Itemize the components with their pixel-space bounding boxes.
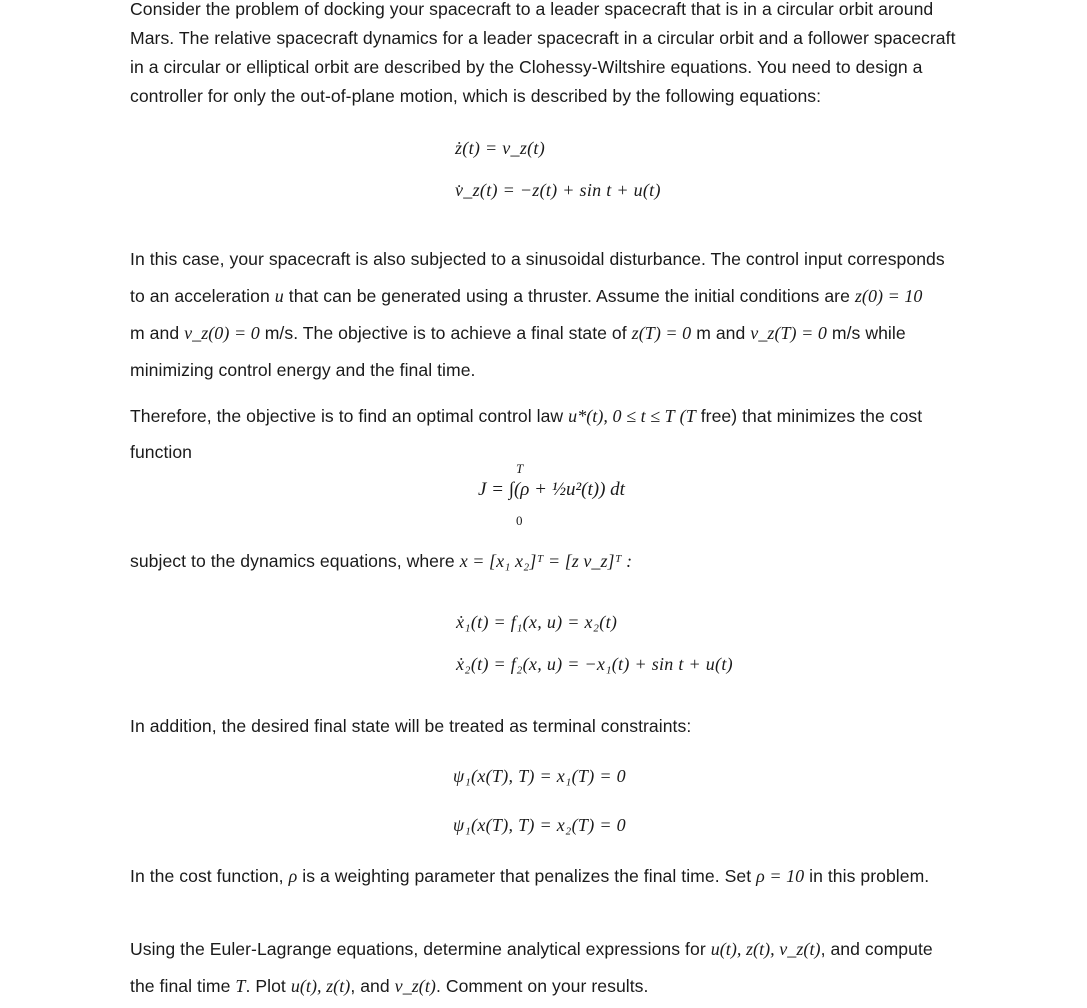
task-paragraph xyxy=(130,931,1010,1005)
text-fragment: Using the Euler-Lagrange equations, determine analytical expressions for xyxy=(130,939,706,959)
terminal-constraints-intro: In addition, the desired final state will be treated as terminal constraints: xyxy=(130,716,692,736)
text-fragment: , and xyxy=(350,976,390,996)
paragraph-line xyxy=(130,315,1010,352)
text-fragment: in this problem. xyxy=(809,866,930,886)
text-fragment: m and xyxy=(130,323,180,343)
dynamics-equation: ż(t) = v_z(t) xyxy=(455,138,546,158)
paragraph-line: minimizing control energy and the final time. xyxy=(130,360,476,380)
math-inline: T xyxy=(685,406,696,426)
intro-paragraph xyxy=(130,0,1010,111)
weighting-paragraph xyxy=(130,862,1010,891)
text-fragment: free) that minimizes the cost xyxy=(700,406,923,426)
math-inline: ρ = 10 xyxy=(756,866,805,886)
paragraph-line xyxy=(130,278,1010,315)
text-fragment: m/s. The objective is to achieve a final state of xyxy=(264,323,627,343)
math-inline: z(T) = 0 xyxy=(631,323,692,343)
math-inline: v_z(0) = 0 xyxy=(184,323,260,343)
math-inline: T xyxy=(235,976,246,996)
integral-upper-limit: T xyxy=(516,461,524,476)
terminal-constraint-equation: ψ₁(x(T), T) = x₁(T) = 0 xyxy=(453,766,626,786)
text-fragment: that can be generated using a thruster. Assume the initial conditions are xyxy=(288,286,850,306)
paragraph-line xyxy=(130,968,1010,1005)
paragraph-line xyxy=(130,398,1010,434)
intro-line: controller for only the out-of-plane motion, which is described by the following equations: xyxy=(130,86,822,106)
dynamics-subject-line xyxy=(130,547,1010,576)
math-inline: u(t), z(t), v_z(t) xyxy=(710,939,821,959)
intro-line: Consider the problem of docking your spacecraft to a leader spacecraft that is in a circular orbit around xyxy=(130,0,934,19)
text-fragment: m/s while xyxy=(831,323,906,343)
text-fragment: In the cost function, xyxy=(130,866,284,886)
text-fragment: subject to the dynamics equations, where xyxy=(130,551,455,571)
math-inline: u xyxy=(274,286,284,306)
paragraph-line: In this case, your spacecraft is also subjected to a sinusoidal disturbance. The control input corresponds xyxy=(130,249,945,269)
paragraph-line: function xyxy=(130,442,193,462)
text-fragment: m and xyxy=(696,323,746,343)
disturbance-paragraph xyxy=(130,241,1010,389)
intro-line: in a circular or elliptical orbit are described by the Clohessy-Wiltshire equations. You need to design a xyxy=(130,57,923,77)
paragraph-line xyxy=(130,931,1010,968)
math-inline: u*(t), 0 ≤ t ≤ T xyxy=(568,406,675,426)
text-fragment: is a weighting parameter that penalizes the final time. Set xyxy=(302,866,752,886)
text-fragment: . Plot xyxy=(245,976,286,996)
math-inline: v_z(T) = 0 xyxy=(750,323,827,343)
dynamics-equation: v̇_z(t) = −z(t) + sin t + u(t) xyxy=(455,180,661,200)
objective-paragraph xyxy=(130,398,1010,470)
math-inline: z(0) = 10 xyxy=(854,286,923,306)
text-fragment: Therefore, the objective is to find an optimal control law xyxy=(130,406,564,426)
text-fragment: , and compute xyxy=(820,939,933,959)
terminal-constraint-equation: ψ₁(x(T), T) = x₂(T) = 0 xyxy=(453,815,626,835)
math-inline: x = [x₁ x₂]ᵀ = [z v_z]ᵀ : xyxy=(459,551,633,571)
text-fragment: the final time xyxy=(130,976,231,996)
text-fragment: . Comment on your results. xyxy=(435,976,649,996)
integral-lower-limit: 0 xyxy=(516,513,523,528)
math-inline: ( xyxy=(679,406,686,426)
math-inline: u(t), z(t) xyxy=(290,976,351,996)
intro-line: Mars. The relative spacecraft dynamics for a leader spacecraft in a circular orbit and a follower spacecraft xyxy=(130,28,956,48)
math-inline: v_z(t) xyxy=(394,976,436,996)
state-equation: ẋ₁(t) = f₁(x, u) = x₂(t) xyxy=(456,612,618,632)
text-fragment: to an acceleration xyxy=(130,286,270,306)
state-equation: ẋ₂(t) = f₂(x, u) = −x₁(t) + sin t + u(t) xyxy=(456,654,733,674)
math-inline: ρ xyxy=(288,866,298,886)
cost-function-equation xyxy=(478,461,678,531)
cost-function-body: J = ∫(ρ + ½u²(t)) dt xyxy=(478,479,625,500)
